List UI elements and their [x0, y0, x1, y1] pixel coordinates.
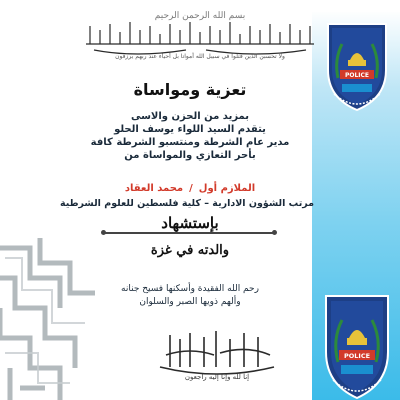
recipient-rank: الملازم أول — [198, 183, 256, 194]
closing-verse-calligraphy — [150, 325, 284, 383]
recipient-name: محمد العقاد — [124, 183, 184, 194]
police-emblem-bottom — [320, 292, 394, 400]
geometric-ornament — [0, 238, 100, 400]
recipient-separator: / — [189, 183, 193, 194]
strip-top — [312, 0, 400, 12]
emblem-police-label-bottom: POLICE — [343, 352, 371, 360]
body-line: بمزيد من الحزن والاسى — [130, 111, 250, 122]
deceased-text: والدته في غزة — [150, 243, 230, 258]
verse-text: ولا تحسبن الذين قتلوا في سبيل الله أمواتا بل أحياء عند ربهم يرزقون — [115, 53, 285, 60]
basmala-text: بسم الله الرحمن الرحيم — [154, 11, 246, 21]
body-line: بأحر التعازي والمواساة من — [124, 150, 256, 161]
emblem-police-label: POLICE — [344, 72, 370, 79]
body-line: يتقدم السيد اللواء يوسف الحلو — [114, 124, 266, 135]
body-text — [60, 110, 320, 162]
body-line: مدير عام الشرطة ومنتسبو الشرطة كافة — [90, 137, 290, 148]
decorative-divider — [104, 232, 274, 234]
recipient-line — [60, 183, 320, 194]
prayer-line: رحم الله الفقيدة وأسكنها فسيح جنانه — [121, 284, 259, 294]
prayer-line: وألهم ذويها الصبر والسلوان — [139, 297, 241, 307]
prayer-text — [60, 283, 320, 309]
card-title: تعزية ومواساة — [133, 80, 247, 99]
recipient-unit: مرتب الشؤون الادارية – كلية فلسطين للعلوم الشرطية — [59, 198, 315, 209]
martyrdom-heading: بإستشهاد — [161, 214, 219, 232]
quran-verse-calligraphy — [76, 0, 324, 62]
closing-verse-text: إنا لله وإنا إليه راجعون — [184, 373, 250, 381]
police-emblem-top — [320, 20, 394, 112]
